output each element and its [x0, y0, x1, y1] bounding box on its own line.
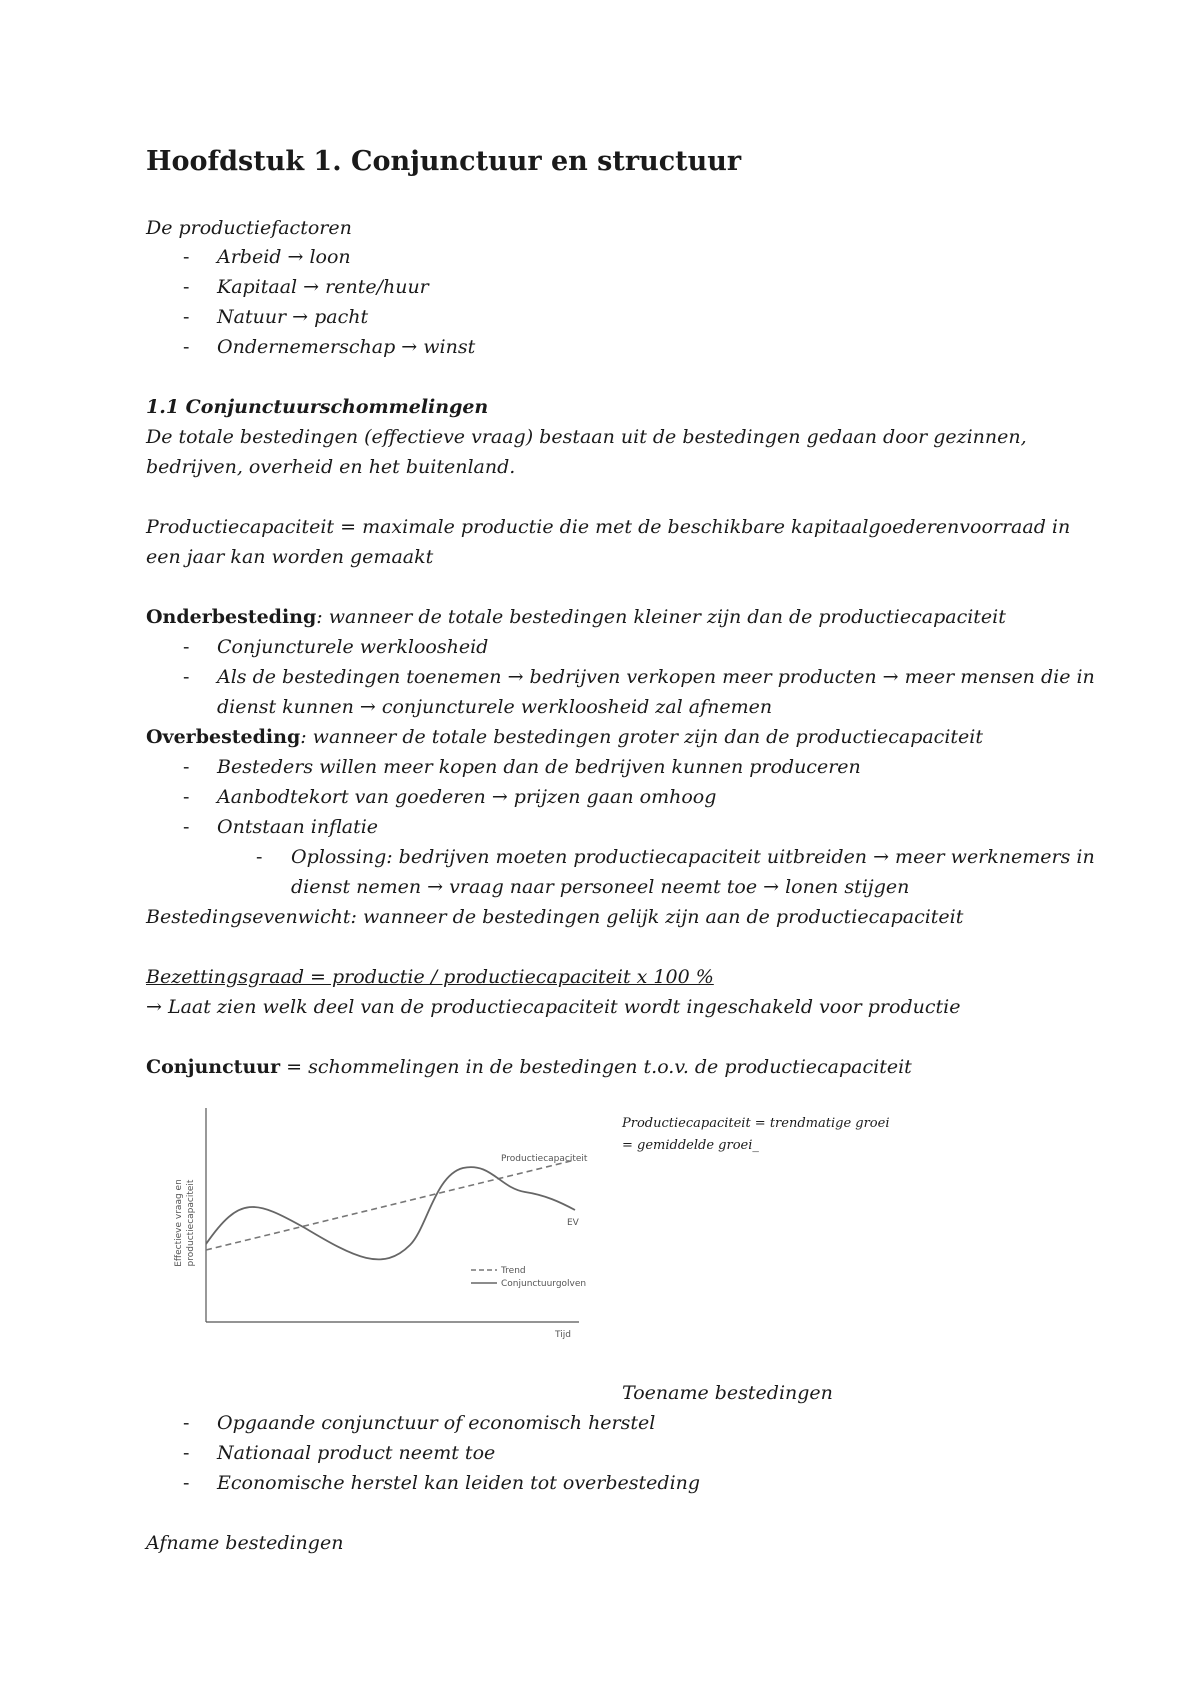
bullet-dash: - [183, 666, 190, 688]
intro-text: bedrijven, overheid en het buitenland. [146, 456, 516, 478]
term-overbesteding: Overbesteding [146, 726, 301, 748]
overbesteding-definition [146, 722, 983, 752]
intro-text: De totale bestedingen (effectieve vraag) bestaan uit de bestedingen gedaan door gezinnen, [146, 426, 1027, 448]
factor-item: Ondernemerschap → winst [217, 336, 476, 358]
onderbesteding-item: Als de bestedingen toenemen → bedrijven verkopen meer producten → meer mensen die in [217, 666, 1095, 688]
toename-item: Opgaande conjunctuur of economisch herstel [217, 1412, 656, 1434]
chart-label-productiecapaciteit: Productiecapaciteit [501, 1154, 588, 1164]
bullet-dash: - [183, 1412, 190, 1434]
chart-series-conjunctuur-line [206, 1167, 575, 1259]
capacity-text: een jaar kan worden gemaakt [146, 546, 434, 568]
chart-note: Productiecapaciteit = trendmatige groei [622, 1116, 890, 1131]
toename-item: Economische herstel kan leiden tot overbesteding [217, 1472, 701, 1494]
term-conjunctuur: Conjunctuur [146, 1056, 281, 1078]
chart-note: = gemiddelde groei_ [622, 1138, 759, 1153]
onderbesteding-item: Conjuncturele werkloosheid [217, 636, 489, 658]
bullet-dash: - [183, 1442, 190, 1464]
onderbesteding-item-continued: dienst kunnen → conjuncturele werkloosheid zal afnemen [217, 696, 773, 718]
bullet-dash: - [183, 786, 190, 808]
toename-item: Nationaal product neemt toe [217, 1442, 496, 1464]
overbesteding-subitem: Oplossing: bedrijven moeten productiecapaciteit uitbreiden → meer werknemers in [291, 846, 1095, 868]
chart-ylabel-line1: Effectieve vraag en [174, 1179, 184, 1267]
bullet-dash: - [183, 336, 190, 358]
factors-heading: De productiefactoren [146, 217, 352, 239]
conjunctuur-definition [146, 1052, 912, 1082]
chart-label-ev: EV [567, 1218, 579, 1228]
chart-series-trend-line [206, 1160, 575, 1250]
chart-xlabel: Tijd [555, 1330, 571, 1340]
bezettingsgraad-explanation: → Laat zien welk deel van de productiecapaciteit wordt ingeschakeld voor productie [146, 996, 961, 1018]
overbesteding-subitem-continued: dienst nemen → vraag naar personeel neemt toe → lonen stijgen [291, 876, 910, 898]
evenwicht-definition: Bestedingsevenwicht: wanneer de bestedingen gelijk zijn aan de productiecapaciteit [146, 906, 964, 928]
bullet-dash: - [183, 636, 190, 658]
term-onderbesteding: Onderbesteding [146, 606, 317, 628]
afname-heading: Afname bestedingen [146, 1532, 344, 1554]
section-heading: 1.1 Conjunctuurschommelingen [146, 396, 489, 418]
conjunctuur-chart [165, 1100, 595, 1350]
overbesteding-item: Ontstaan inflatie [217, 816, 379, 838]
overbesteding-item: Besteders willen meer kopen dan de bedrijven kunnen produceren [217, 756, 861, 778]
bullet-dash: - [183, 276, 190, 298]
bullet-dash: - [183, 306, 190, 328]
bullet-dash: - [183, 246, 190, 268]
definition-text: : wanneer de totale bestedingen kleiner zijn dan de productiecapaciteit [316, 606, 1006, 628]
factor-item: Natuur → pacht [217, 306, 369, 328]
definition-text: : wanneer de totale bestedingen groter zijn dan de productiecapaciteit [300, 726, 983, 748]
bullet-dash: - [183, 1472, 190, 1494]
bullet-dash: - [183, 816, 190, 838]
onderbesteding-definition [146, 602, 1006, 632]
factor-item: Kapitaal → rente/huur [217, 276, 429, 298]
chart-ylabel-line2: productiecapaciteit [186, 1179, 196, 1267]
definition-text: = schommelingen in de bestedingen t.o.v. de productiecapaciteit [280, 1056, 912, 1078]
page-title: Hoofdstuk 1. Conjunctuur en structuur [146, 146, 742, 177]
legend-conjunctuurgolven-label: Conjunctuurgolven [501, 1279, 587, 1289]
factor-item: Arbeid → loon [217, 246, 351, 268]
sub-bullet-dash: - [256, 846, 263, 868]
overbesteding-item: Aanbodtekort van goederen → prijzen gaan omhoog [217, 786, 717, 808]
bezettingsgraad-formula: Bezettingsgraad = productie / productiecapaciteit x 100 % [146, 966, 714, 988]
bullet-dash: - [183, 756, 190, 778]
capacity-text: Productiecapaciteit = maximale productie die met de beschikbare kapitaalgoederenvoorraad in [146, 516, 1071, 538]
toename-heading: Toename bestedingen [622, 1382, 833, 1404]
legend-trend-label: Trend [501, 1266, 526, 1276]
